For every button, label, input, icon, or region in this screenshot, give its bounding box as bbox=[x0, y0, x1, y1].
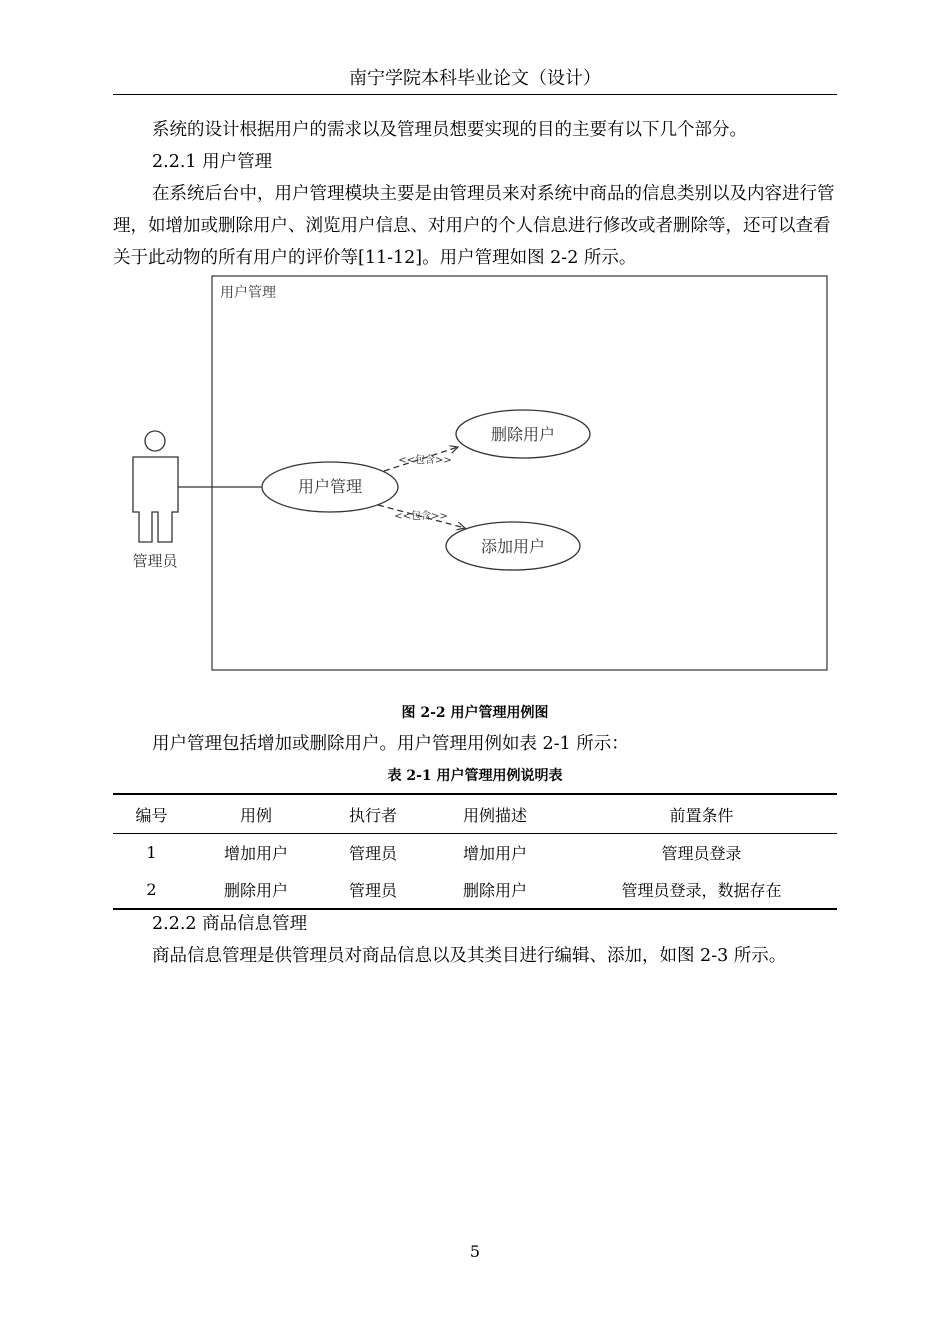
usecase-add-user-label: 添加用户 bbox=[480, 537, 546, 556]
table-cell: 增加用户 bbox=[462, 844, 527, 863]
table-cell: 管理员登录，数据存在 bbox=[621, 881, 782, 900]
usecase-user-management-label: 用户管理 bbox=[297, 477, 363, 496]
table-cell: 删除用户 bbox=[462, 881, 527, 900]
use-case-diagram bbox=[110, 270, 840, 680]
table-caption: 表 2-1 用户管理用例说明表 bbox=[387, 768, 563, 784]
figure-caption: 图 2-2 用户管理用例图 bbox=[401, 705, 549, 721]
page-number: 5 bbox=[469, 1242, 481, 1261]
include-label-delete: <<包含>> bbox=[398, 455, 452, 466]
include-label-add: <<包含>> bbox=[394, 511, 448, 522]
table-cell: 管理员 bbox=[348, 881, 397, 900]
use-case-table bbox=[113, 793, 837, 910]
column-header: 用例描述 bbox=[424, 794, 566, 834]
table-cell: 1 bbox=[146, 843, 157, 862]
column-header: 执行者 bbox=[322, 794, 424, 834]
column-header: 用例 bbox=[190, 794, 322, 834]
table-cell: 管理员登录 bbox=[661, 844, 742, 863]
section-heading-2-2-2: 2.2.2 商品信息管理 bbox=[152, 914, 308, 934]
page-header: 南宁学院本科毕业论文（设计） bbox=[113, 66, 837, 95]
table-cell: 管理员 bbox=[348, 844, 397, 863]
section-2-2-1-body: 在系统后台中，用户管理模块主要是由管理员来对系统中商品的信息类别以及内容进行管理，如增加或删除用户、浏览用户信息、对用户的个人信息进行修改或者删除等，还可以查看关于此动物的所有用户的评价等[11-12]。用户管理如图 2-2 所示。 bbox=[113, 184, 835, 268]
table-cell: 2 bbox=[146, 880, 157, 899]
table-header-row bbox=[113, 794, 837, 834]
actor-figure bbox=[133, 431, 178, 542]
column-header: 编号 bbox=[113, 794, 190, 834]
actor-label: 管理员 bbox=[132, 552, 178, 570]
section-2-2-2-body: 商品信息管理是供管理员对商品信息以及其类目进行编辑、添加，如图 2-3 所示。 bbox=[152, 946, 787, 966]
usecase-delete-user-label: 删除用户 bbox=[490, 425, 556, 444]
section-heading-2-2-1: 2.2.1 用户管理 bbox=[152, 152, 273, 172]
table-row bbox=[113, 871, 837, 909]
after-figure-paragraph: 用户管理包括增加或删除用户。用户管理用例如表 2-1 所示： bbox=[152, 734, 629, 754]
boundary-label: 用户管理 bbox=[220, 285, 276, 301]
column-header: 前置条件 bbox=[566, 794, 837, 834]
table-cell: 增加用户 bbox=[223, 844, 288, 863]
intro-paragraph: 系统的设计根据用户的需求以及管理员想要实现的目的主要有以下几个部分。 bbox=[152, 120, 747, 140]
table-cell: 删除用户 bbox=[223, 881, 288, 900]
table-row bbox=[113, 834, 837, 872]
